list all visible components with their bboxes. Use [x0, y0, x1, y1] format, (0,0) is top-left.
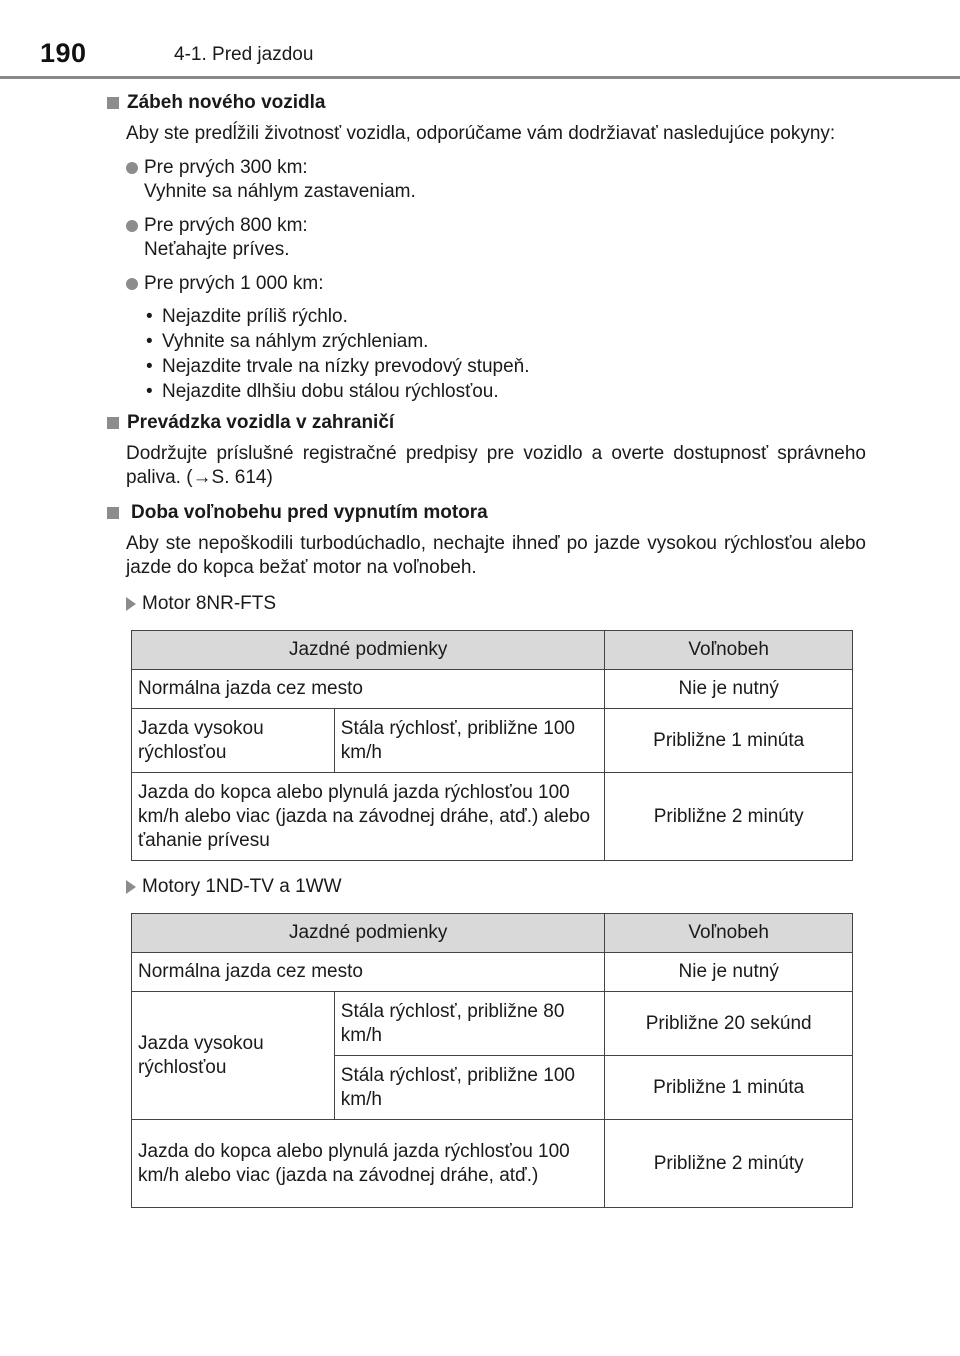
item-text: Neťahajte príves. [144, 239, 290, 260]
square-bullet-icon [107, 417, 119, 429]
list-item: • Vyhnite sa náhlym zrýchleniam. [146, 331, 429, 352]
heading-text: Prevádzka vozidla v zahraničí [127, 412, 395, 433]
circle-bullet-icon [126, 162, 138, 174]
heading-text: Zábeh nového vozidla [127, 92, 326, 113]
table-cell: Jazda do kopca alebo plynulá jazda rýchlosťou 100 km/h alebo viac (jazda na závodnej dráhe, atď.) alebo ťahanie prívesu [132, 773, 605, 861]
table-cell: Stála rýchlosť, približne 100 km/h [334, 1056, 605, 1120]
triangle-bullet-icon [126, 597, 136, 611]
table-header: Voľnobeh [605, 914, 853, 953]
page-content [106, 90, 866, 1208]
engine-label: Motor 8NR-FTS [126, 592, 866, 616]
table-cell: Nie je nutný [605, 670, 853, 709]
list-item: • Nejazdite trvale na nízky prevodový stupeň. [146, 356, 530, 377]
square-bullet-icon [107, 507, 119, 519]
page-number: 190 [40, 38, 87, 68]
section-title: 4-1. Pred jazdou [174, 44, 314, 65]
square-bullet-icon [107, 97, 119, 109]
list-item [126, 156, 866, 204]
table-cell: Normálna jazda cez mesto [132, 670, 605, 709]
engine-label: Motory 1ND-TV a 1WW [126, 875, 866, 899]
table-cell: Jazda do kopca alebo plynulá jazda rýchlosťou 100 km/h alebo viac (jazda na závodnej dráhe, atď.) [132, 1120, 605, 1208]
paragraph: Aby ste nepoškodili turbodúchadlo, nechajte ihneď po jazde vysokou rýchlosťou alebo jazde do kopca bežať motor na voľnobeh. [126, 533, 866, 578]
list-item: • Nejazdite dlhšiu dobu stálou rýchlosťou. [146, 381, 499, 402]
bullet-list [146, 304, 866, 404]
list-item: • Nejazdite príliš rýchlo. [146, 306, 348, 327]
section-heading [106, 500, 866, 526]
table-cell: Nie je nutný [605, 953, 853, 992]
paragraph: Aby ste predĺžili životnosť vozidla, odporúčame vám dodržiavať nasledujúce pokyny: [126, 123, 836, 144]
item-lead: Pre prvých 800 km: [144, 215, 308, 236]
table-cell: Približne 1 minúta [605, 1056, 853, 1120]
table-header: Jazdné podmienky [132, 914, 605, 953]
paragraph: Dodržujte príslušné registračné predpisy pre vozidlo a overte dostupnosť správneho paliva. (→S. 614) [126, 443, 866, 488]
header-divider [0, 76, 960, 79]
table-cell: Normálna jazda cez mesto [132, 953, 605, 992]
heading-text: Doba voľnobehu pred vypnutím motora [131, 502, 488, 523]
item-text: Vyhnite sa náhlym zastaveniam. [144, 181, 416, 202]
table-cell: Jazda vysokou rýchlosťou [132, 709, 335, 773]
list-item [126, 272, 866, 296]
idle-table-1nd [131, 913, 853, 1208]
table-cell: Jazda vysokou rýchlosťou [132, 992, 335, 1120]
table-cell: Približne 2 minúty [605, 773, 853, 861]
table-cell: Stála rýchlosť, približne 100 km/h [334, 709, 605, 773]
list-item [126, 214, 866, 262]
item-lead: Pre prvých 300 km: [144, 157, 308, 178]
table-cell: Približne 1 minúta [605, 709, 853, 773]
table-cell: Približne 2 minúty [605, 1120, 853, 1208]
page-header [0, 0, 960, 80]
table-cell: Stála rýchlosť, približne 80 km/h [334, 992, 605, 1056]
table-header: Jazdné podmienky [132, 631, 605, 670]
idle-table-8nr [131, 630, 853, 861]
circle-bullet-icon [126, 278, 138, 290]
section-heading [106, 90, 866, 116]
section-heading [106, 410, 866, 436]
table-header: Voľnobeh [605, 631, 853, 670]
circle-bullet-icon [126, 220, 138, 232]
item-lead: Pre prvých 1 000 km: [144, 273, 324, 294]
triangle-bullet-icon [126, 880, 136, 894]
table-cell: Približne 20 sekúnd [605, 992, 853, 1056]
